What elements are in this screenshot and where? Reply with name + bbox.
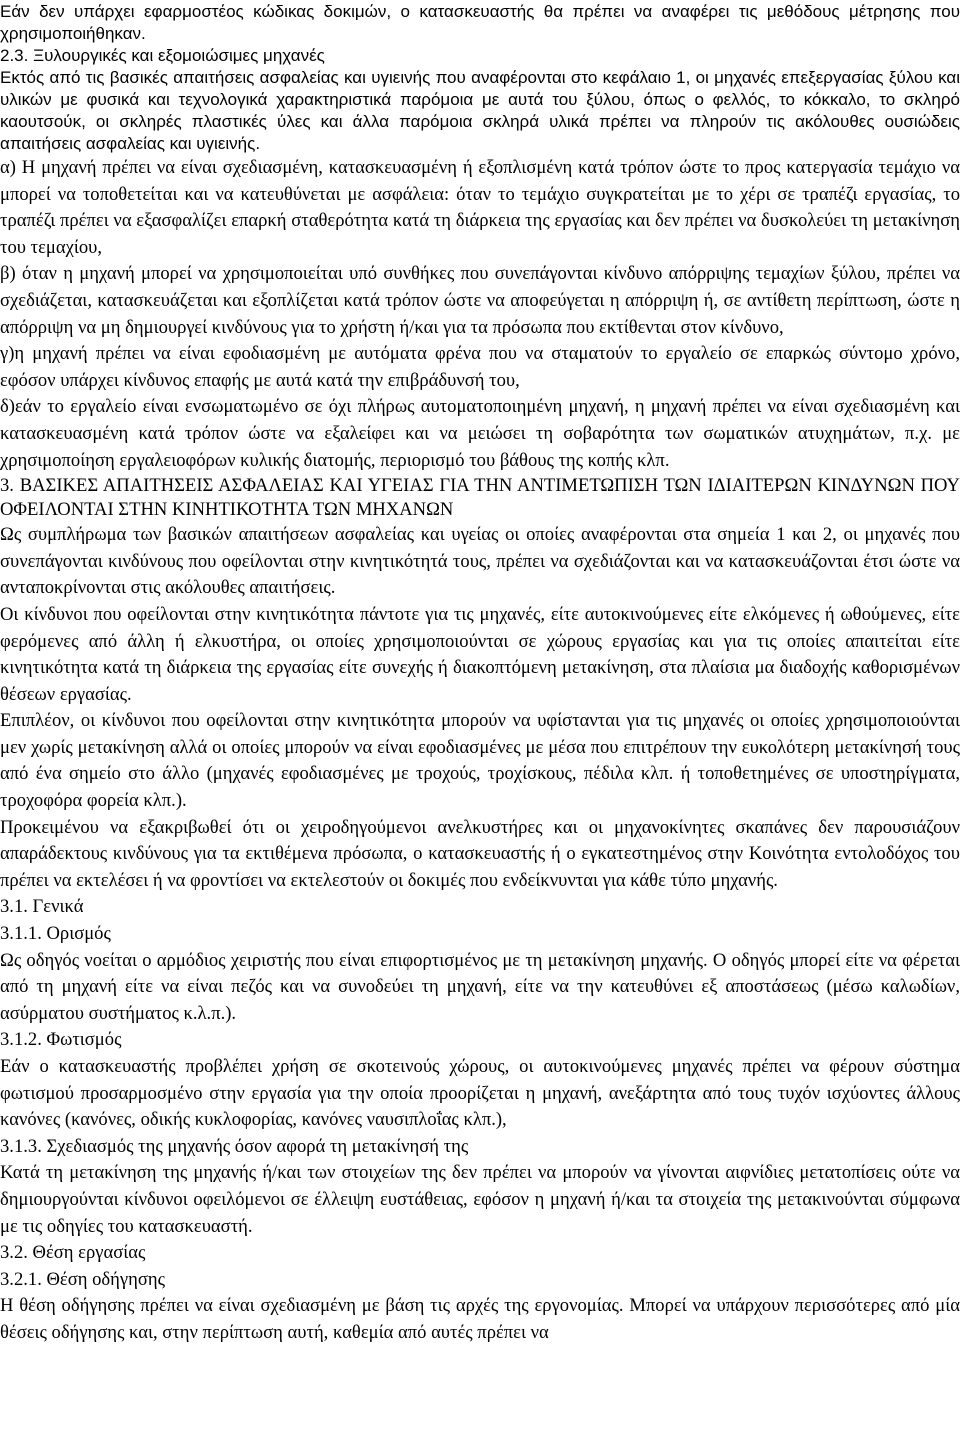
heading-3-1-2: 3.1.2. Φωτισμός bbox=[0, 1029, 122, 1051]
paragraph-additional-hazards: Επιπλέον, οι κίνδυνοι που οφείλονται στην κινητικότητα μπορούν να υφίστανται για τις μηχανές οι οποίες χρησιμοποιούνται μεν χωρίς μετακίνηση αλλά οι οποίες μπορούν να είναι εφοδιασμένες με μέσα που επιτρέπουν την ευκολότερη μετακίνησή τους από ένα σημείο στο άλλο (μηχανές εφοδιασμένες με τροχούς, τροχίσκους, πέδιλα κλπ. ή τοποθετημένες σε υποστηρίγματα, τροχοφόρα φορεία κλπ.). bbox=[0, 710, 960, 812]
paragraph-item-a: α) Η μηχανή πρέπει να είναι σχεδιασμένη, κατασκευασμένη ή εξοπλισμένη κατά τρόπον ώστε το προς κατεργασία τεμάχιο να μπορεί να τοποθετείται και να κατευθύνεται με ασφάλεια: όταν το τεμάχιο συγκρατείται με το χέρι σε τραπέζι εργασίας, το τραπέζι πρέπει να εξασφαλίζει επαρκή σταθερότητα κατά τη διάρκεια της εργασίας και δεν πρέπει να δυσκολεύει τη μετακίνηση του τεμαχίου, bbox=[0, 157, 960, 258]
heading-3-1-1: 3.1.1. Ορισμός bbox=[0, 923, 111, 945]
paragraph-section3-supplement: Ως συμπλήρωμα των βασικών απαιτήσεων ασφαλείας και υγείας οι οποίες αναφέρονται στα σημεία 1 και 2, οι μηχανές που συνεπάγονται κινδύνους που οφείλονται στην κινητικότητά τους, πρέπει να σχεδιάζονται και να κατασκευάζονται έτσι ώστε να ανταποκρίνονται στις ακόλουθες απαιτήσεις. bbox=[0, 524, 960, 599]
paragraph-3-1-3: Κατά τη μετακίνηση της μηχανής ή/και των στοιχείων της δεν πρέπει να μπορούν να γίνονται αιφνίδιες μετατοπίσεις ούτε να δημιουργούνται κίνδυνοι οφειλόμενοι σε έλλειψη ευστάθειας, εφόσον η μηχανή ή/και τα στοιχεία της μετακινούνται σύμφωνα με τις οδηγίες του κατασκευαστή. bbox=[0, 1162, 960, 1237]
paragraph-measurement-methods: Εάν δεν υπάρχει εφαρμοστέος κώδικας δοκιμών, ο κατασκευαστής θα πρέπει να αναφέρει τις μεθόδους μέτρησης που χρησιμοποιήθηκαν. bbox=[0, 2, 960, 43]
paragraph-item-c: γ)η μηχανή πρέπει να είναι εφοδιασμένη με αυτόματα φρένα που να σταματούν το εργαλείο σε επαρκώς σύντομο χρόνο, εφόσον υπάρχει κίνδυνος επαφής με αυτά κατά την επιβράδυνσή του, bbox=[0, 343, 960, 391]
paragraph-3-2-1: Η θέση οδήγησης πρέπει να είναι σχεδιασμένη με βάση τις αρχές της εργονομίας. Μπορεί να υπάρχουν περισσότερες από μία θέσεις οδήγησης και, στην περίπτωση αυτή, καθεμία από αυτές πρέπει να bbox=[0, 1295, 960, 1343]
heading-3-1-3: 3.1.3. Σχεδιασμός της μηχανής όσον αφορά τη μετακίνησή της bbox=[0, 1135, 469, 1157]
section-3-heading: 3. ΒΑΣΙΚΕΣ ΑΠΑΙΤΗΣΕΙΣ ΑΣΦΑΛΕΙΑΣ ΚΑΙ ΥΓΕΙΑΣ ΓΙΑ ΤΗΝ ΑΝΤΙΜΕΤΩΠΙΣΗ ΤΩΝ ΙΔΙΑΙΤΕΡΩΝ ΚΙΝΔΥΝΩΝ ΠΟΥ ΟΦΕΙΛΟΝΤΑΙ ΣΤΗΝ ΚΙΝΗΤΙΚΟΤΗΤΑ ΤΩΝ ΜΗΧΑΝΩΝ bbox=[0, 475, 960, 521]
paragraph-3-1-1: Ως οδηγός νοείται ο αρμόδιος χειριστής που είναι επιφορτισμένος με τη μετακίνηση μηχανής. Ο οδηγός μπορεί είτε να φέρεται από τη μηχανή είτε να είναι πεζός και να συνοδεύει τη μηχανή, είτε να την κατευθύνει εξ αποστάσεως (μέσω καλωδίων, ασύρματου συστήματος κ.λ.π.). bbox=[0, 949, 960, 1024]
paragraph-tests: Προκειμένου να εξακριβωθεί ότι οι χειροδηγούμενοι ανελκυστήρες και οι μηχανοκίνητες σκαπάνες δεν παρουσιάζουν απαράδεκτους κινδύνους για τα εκτιθέμενα πρόσωπα, ο κατασκευαστής ή ο εγκατεστημένος στην Κοινότητα εντολοδόχος του πρέπει να εκτελέσει ή να φροντίσει να εκτελεστούν οι δοκιμές που ενδείκνυνται για κάθε τύπο μηχανής. bbox=[0, 816, 960, 891]
heading-3-2-1: 3.2.1. Θέση οδήγησης bbox=[0, 1268, 165, 1290]
paragraph-item-b: β) όταν η μηχανή μπορεί να χρησιμοποιείται υπό συνθήκες που συνεπάγονται κίνδυνο απόρριψης τεμαχίων ξύλου, πρέπει να σχεδιάζεται, κατασκευάζεται και εξοπλίζεται κατά τρόπον ώστε να αποφεύγεται η απόρριψη ή, σε αντίθετη περίπτωση, ώστε η απόρριψη να μη δημιουργεί κινδύνους για το χρήστη ή/και για τα πρόσωπα που εκτίθενται στον κίνδυνο, bbox=[0, 263, 960, 338]
heading-3-2: 3.2. Θέση εργασίας bbox=[0, 1242, 146, 1264]
paragraph-mobility-hazards: Οι κίνδυνοι που οφείλονται στην κινητικότητα πάντοτε για τις μηχανές, είτε αυτοκινούμενες είτε ελκόμενες ή ωθούμενες, είτε φερόμενες από άλλη ή ελκυστήρα, οι οποίες χρησιμοποιούνται σε χώρους εργασίας και για τις οποίες απαιτείται είτε κινητικότητα κατά τη διάρκεια της εργασίας είτε συνεχής ή διακοπτόμενη μετακίνηση, στα πλαίσια μα διαδοχής καθορισμένων θέσεων εργασίας. bbox=[0, 603, 960, 705]
paragraph-item-d: δ)εάν το εργαλείο είναι ενσωματωμένο σε όχι πλήρως αυτοματοποιημένη μηχανή, η μηχανή πρέπει να είναι σχεδιασμένη και κατασκευασμένη κατά τρόπον ώστε να εξαλείφει και να μειώσει τη σοβαρότητα των σωματικών ατυχημάτων, π.χ. με χρησιμοποίηση εργαλειοφόρων κυλικής διατομής, περιορισμό του βάθους της κοπής κλπ. bbox=[0, 396, 960, 471]
serif-section bbox=[0, 155, 960, 1347]
paragraph-3-1-2: Εάν ο κατασκευαστής προβλέπει χρήση σε σκοτεινούς χώρους, οι αυτοκινούμενες μηχανές πρέπει να φέρουν σύστημα φωτισμού προσαρμοσμένο στην εργασία για την οποία προορίζεται η μηχανή, ανεξάρτητα από τους τυχόν ισχύοντες άλλους κανόνες (κανόνες, οδικής κυκλοφορίας, κανόνες ναυσιπλοΐας κλπ.), bbox=[0, 1056, 960, 1131]
paragraph-woodworking-intro: Εκτός από τις βασικές απαιτήσεις ασφαλείας και υγιεινής που αναφέρονται στο κεφάλαιο 1, οι μηχανές επεξεργασίας ξύλου και υλικών με φυσικά και τεχνολογικά χαρακτηριστικά παρόμοια με αυτά του ξύλου, όπως ο φελλός, το κόκκαλο, το σκληρό καουτσούκ, οι σκληρές πλαστικές ύλες και άλλα παρόμοια σκληρά υλικά πρέπει να πληρούν τις ακόλουθες ουσιώδεις απαιτήσεις ασφαλείας και υγιεινής. bbox=[0, 68, 960, 153]
heading-3-1: 3.1. Γενικά bbox=[0, 896, 84, 918]
heading-2-3: 2.3. Ξυλουργικές και εξομοιώσιμες μηχανές bbox=[0, 46, 325, 65]
sans-section bbox=[0, 0, 960, 155]
